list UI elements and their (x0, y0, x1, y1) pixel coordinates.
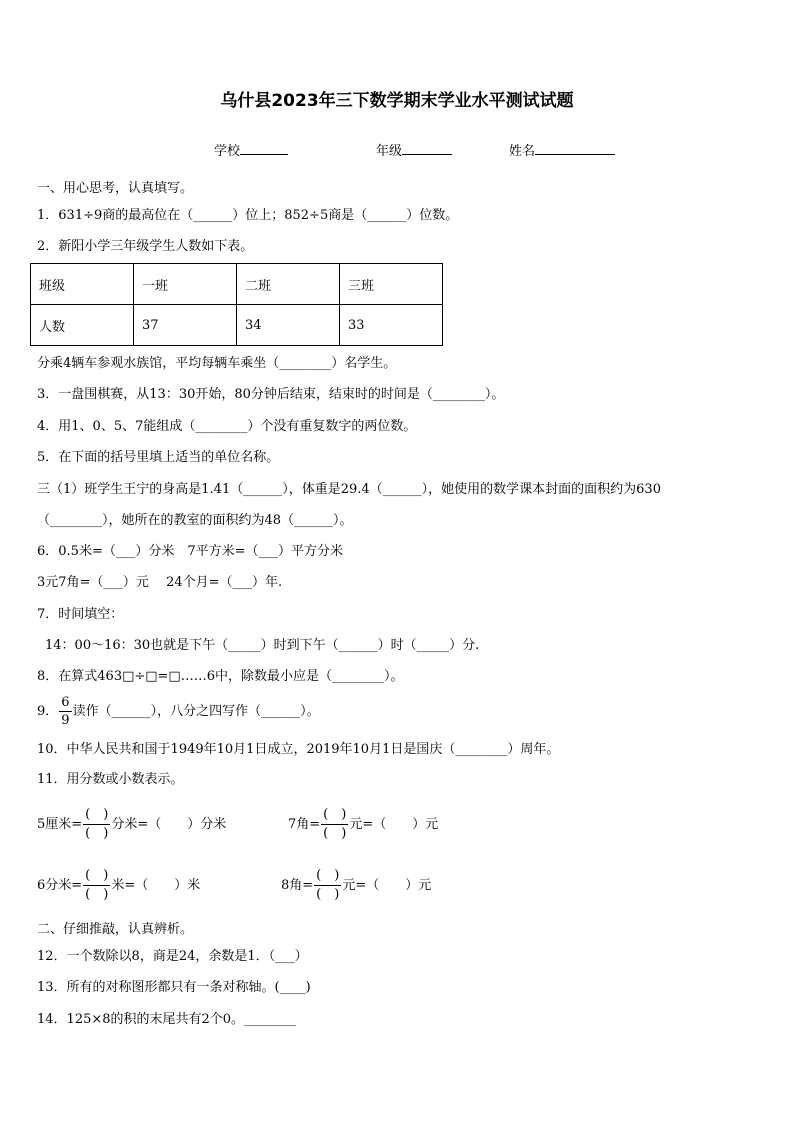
section-2-heading: 二、仔细推敲，认真辨析。 (37, 922, 194, 937)
question-6-line-b: 3元7角=（___）元 24个月=（___）年. (37, 575, 283, 590)
table-cell: 二班 (237, 264, 340, 305)
question-11: 11．用分数或小数表示。 (37, 772, 184, 787)
table-cell: 人数 (31, 305, 134, 346)
table-cell: 34 (237, 305, 340, 346)
name-field (509, 140, 615, 159)
q11-item-c: 6分米= $\frac{( )}{( )}$ 米=（ ）米 (37, 868, 201, 902)
fraction-six-ninths: $\frac{6}{9}$ (61, 695, 70, 728)
question-6-line-a: 6．0.5米=（___）分米 7平方米=（___）平方分米 (37, 544, 344, 559)
table-cell: 三班 (340, 264, 443, 305)
page-title: 乌什县2023年三下数学期末学业水平测试试题 (220, 91, 574, 111)
class-count-table (30, 263, 443, 346)
question-5: 5．在下面的括号里填上适当的单位名称。 (37, 450, 280, 465)
school-field (214, 140, 288, 159)
question-14: 14．125×8的积的末尾共有2个0。________ (37, 1012, 297, 1027)
question-7: 7．时间填空： (37, 607, 124, 622)
question-1: 1．631÷9商的最高位在（______）位上；852÷5商是（______）位数。 (37, 208, 459, 223)
question-2: 2．新阳小学三年级学生人数如下表。 (37, 239, 254, 254)
name-blank[interactable] (535, 141, 615, 155)
question-7-line-a: 14：00～16：30也就是下午（_____）时到下午（______）时（_____）分. (45, 638, 480, 653)
fraction-blank[interactable]: $\frac{( )}{( )}$ (85, 868, 109, 902)
q11-item-b: 7角= $\frac{( )}{( )}$ 元=（ ）元 (288, 807, 439, 841)
question-8: 8．在算式463□÷□=□……6中，除数最小应是（________）。 (37, 669, 404, 684)
question-4: 4．用1、0、5、7能组成（________）个没有重复数字的两位数。 (37, 419, 417, 434)
table-row (31, 264, 443, 305)
question-12: 12．一个数除以8，商是24，余数是1．（___） (37, 949, 308, 964)
q11-item-a: 5厘米= $\frac{( )}{( )}$ 分米=（ ）分米 (37, 807, 227, 841)
school-blank[interactable] (240, 141, 288, 155)
grade-blank[interactable] (402, 141, 452, 155)
section-1-heading: 一、用心思考，认真填写。 (37, 181, 194, 196)
question-10: 10．中华人民共和国于1949年10月1日成立，2019年10月1日是国庆（________）周年。 (37, 742, 560, 757)
grade-field (376, 140, 452, 159)
fraction-blank[interactable]: $\frac{( )}{( )}$ (323, 807, 347, 841)
fraction-blank[interactable]: $\frac{( )}{( )}$ (316, 868, 340, 902)
question-5-line-a: 三（1）班学生王宁的身高是1.41（______），体重是29.4（______），她使用的数学课本封面的面积约为630 (37, 482, 661, 497)
question-9: 9． $\frac{6}{9}$ 读作（______），八分之四写作（______）。 (37, 695, 320, 728)
table-cell: 33 (340, 305, 443, 346)
school-label: 学校 (214, 144, 241, 159)
table-row (31, 305, 443, 346)
question-13: 13．所有的对称图形都只有一条对称轴。(____) (37, 980, 311, 995)
q11-item-d: 8角= $\frac{( )}{( )}$ 元=（ ）元 (281, 868, 432, 902)
table-cell: 一班 (134, 264, 237, 305)
table-cell: 37 (134, 305, 237, 346)
grade-label: 年级 (376, 144, 403, 159)
question-3: 3．一盘围棋赛，从13：30开始，80分钟后结束，结束时的时间是（________）。 (37, 387, 505, 402)
name-label: 姓名 (509, 144, 536, 159)
fraction-blank[interactable]: $\frac{( )}{( )}$ (85, 807, 109, 841)
question-2-continued: 分乘4辆车参观水族馆，平均每辆车乘坐（________）名学生。 (37, 356, 397, 371)
table-cell: 班级 (31, 264, 134, 305)
question-5-line-b: （________），她所在的教室的面积约为48（______）。 (37, 513, 353, 528)
